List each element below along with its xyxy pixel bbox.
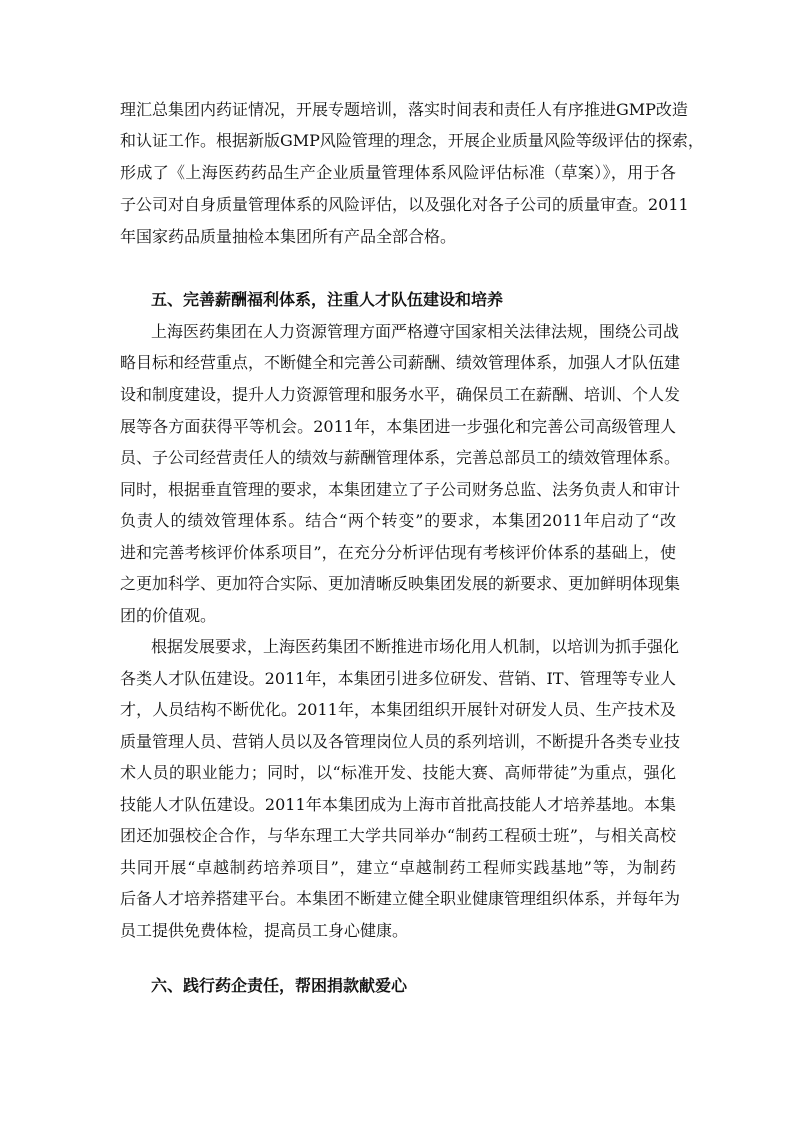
paragraph-3-line-9: 后备人才培养搭建平台。本集团不断建立健全职业健康管理组织体系，并每年为 bbox=[120, 889, 681, 908]
paragraph-3-line-5: 术人员的职业能力；同时，以“标准开发、技能大赛、高师带徒”为重点，强化 bbox=[120, 763, 676, 782]
paragraph-1-line-5: 年国家药品质量抽检本集团所有产品全部合格。 bbox=[120, 227, 457, 246]
paragraph-3-line-10: 员工提供免费体检，提高员工身心健康。 bbox=[120, 921, 409, 940]
paragraph-2-line-3: 设和制度建设，提升人力资源管理和服务水平，确保员工在薪酬、培训、个人发 bbox=[120, 385, 681, 404]
paragraph-2-line-10: 团的价值观。 bbox=[120, 606, 217, 625]
paragraph-3-line-7: 团还加强校企合作，与华东理工大学共同举办“制药工程硕士班”，与相关高校 bbox=[120, 826, 676, 845]
paragraph-3-line-2: 各类人才队伍建设。2011年，本集团引进多位研发、营销、IT、管理等专业人 bbox=[120, 669, 676, 688]
paragraph-2-line-9: 之更加科学、更加符合实际、更加清晰反映集团发展的新要求、更加鲜明体现集 bbox=[120, 574, 681, 593]
paragraph-3-line-4: 质量管理人员、营销人员以及各管理岗位人员的系列培训，不断提升各类专业技 bbox=[120, 732, 681, 751]
section-5-heading: 五、完善薪酬福利体系，注重人才队伍建设和培养 bbox=[151, 290, 504, 309]
paragraph-3-line-8: 共同开展“卓越制药培养项目”，建立“卓越制药工程师实践基地”等，为制药 bbox=[120, 858, 676, 877]
paragraph-2-line-8: 进和完善考核评价体系项目”，在充分分析评估现有考核评价体系的基础上，使 bbox=[120, 543, 676, 562]
paragraph-3-line-6: 技能人才队伍建设。2011年本集团成为上海市首批高技能人才培养基地。本集 bbox=[120, 795, 676, 814]
paragraph-2-line-4: 展等各方面获得平等机会。2011年，本集团进一步强化和完善公司高级管理人 bbox=[120, 417, 676, 436]
paragraph-3-line-3: 才，人员结构不断优化。2011年，本集团组织开展针对研发人员、生产技术及 bbox=[120, 700, 676, 719]
paragraph-1-line-3: 形成了《上海医药药品生产企业质量管理体系风险评估标准（草案）》，用于各 bbox=[120, 163, 676, 182]
paragraph-1-line-1: 理汇总集团内药证情况，开展专题培训，落实时间表和责任人有序推进GMP改造 bbox=[120, 100, 688, 119]
section-6-heading: 六、践行药企责任，帮困捐款献爱心 bbox=[151, 976, 408, 995]
paragraph-2-line-5: 员、子公司经营责任人的绩效与薪酬管理体系，完善总部员工的绩效管理体系。 bbox=[120, 448, 681, 467]
paragraph-2-line-7: 负责人的绩效管理体系。结合“两个转变”的要求，本集团2011年启动了“改 bbox=[120, 511, 676, 530]
paragraph-1-line-2: 和认证工作。根据新版GMP风险管理的理念，开展企业质量风险等级评估的探索， bbox=[120, 131, 704, 150]
paragraph-3-line-1: 根据发展要求，上海医药集团不断推进市场化用人机制，以培训为抓手强化 bbox=[151, 637, 680, 656]
paragraph-2-line-6: 同时，根据垂直管理的要求，本集团建立了子公司财务总监、法务负责人和审计 bbox=[120, 480, 681, 499]
paragraph-2-line-1: 上海医药集团在人力资源管理方面严格遵守国家相关法律法规，围绕公司战 bbox=[151, 322, 680, 341]
paragraph-1-line-4: 子公司对自身质量管理体系的风险评估，以及强化对各子公司的质量审查。2011 bbox=[120, 195, 689, 214]
paragraph-2-line-2: 略目标和经营重点，不断健全和完善公司薪酬、绩效管理体系，加强人才队伍建 bbox=[120, 353, 681, 372]
